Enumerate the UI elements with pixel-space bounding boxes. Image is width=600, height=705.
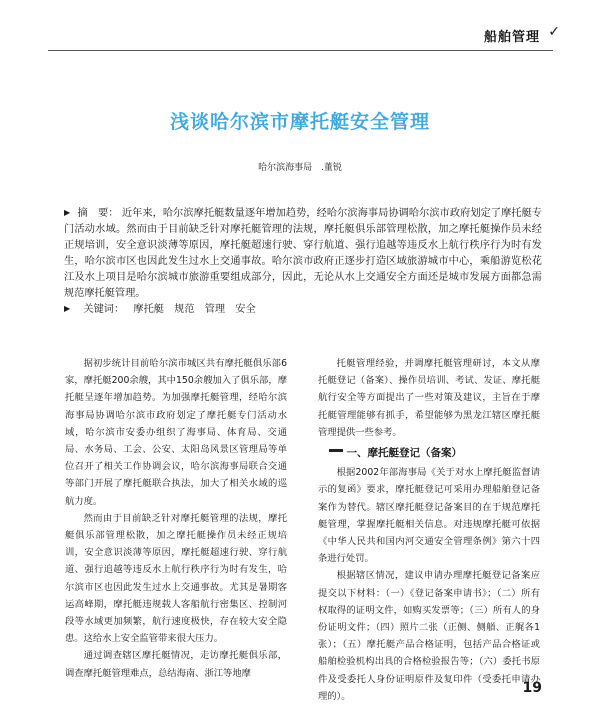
keywords-text: 摩托艇 规范 管理 安全 [133, 304, 256, 315]
abstract [64, 205, 542, 302]
article-title: 浅谈哈尔滨市摩托艇安全管理 [169, 111, 430, 133]
abstract-text: 近年来，哈尔滨摩托艇数量逐年增加趋势，经哈尔滨海事局协调哈尔滨市政府划定了摩托艇专门活动水域。然而由于目前缺乏针对摩托艇管理的法规，摩托艇俱乐部管理松散，加之摩托艇操作员未经正规培训，安全意识淡薄等原因，摩托艇超速行驶、穿行航道、强行追越等违反水上航行秩序行为时有发生，哈尔滨市区也因此发生过水上交通事故。哈尔滨市政府正逐步打造区域旅游城市中心，乘船游览松花江及水上项目是哈尔滨城市旅游重要组成部分，因此，无论从水上交通安全方面还是城市发展方面都急需规范摩托艇管理。 [64, 208, 543, 299]
section-label: 船舶管理 [483, 30, 540, 45]
page-number: 19 [522, 680, 542, 696]
body-paragraph: 根据2002年部海事局《关于对水上摩托艇监督请示的复函》要求，摩托艇登记可采用办理船舶登记备案作为替代。辖区摩托艇登记备案目的在于规范摩托艇管理，掌握摩托艇相关信息。对违规摩托艇可依据《中华人民共和国内河交通安全管理条例》第六十四条进行处罚。 [318, 467, 540, 565]
body-paragraph: 然而由于目前缺乏针对摩托艇管理的法规，摩托艇俱乐部管理松散，加之摩托艇操作员未经正规培训，安全意识淡薄等原因，摩托艇超速行驶、穿行航道、强行追越等违反水上航行秩序行为时有发生，哈尔滨市区也因此发生过水上交通事故。尤其是暑期客运高峰期，摩托艇违规载人客船航行密集区、控制河段等水域更加频繁，航行速度极快，存在较大安全隐患。这给水上安全监管带来很大压力。 [65, 512, 287, 645]
body-paragraph: 据初步统计目前哈尔滨市城区共有摩托艇俱乐部6家，摩托艇200余艘，其中150余艘加入了俱乐部，摩托艇呈逐年增加趋势。为加强摩托艇管理，经哈尔滨海事局协调哈尔滨市政府划定了摩托艇专门活动水域，哈尔滨市安委办组织了海事局、体育局、交通局、水务局、工会、公安、太阳岛风景区管理局等单位召开了相关工作协调会议，哈尔滨海事局联合交通等部门开展了摩托艇联合执法，加大了相关水域的巡航力度。 [65, 358, 287, 507]
right-column [318, 355, 540, 705]
header-rule [48, 50, 553, 51]
article-author: 哈尔滨海事局 .董锐 [258, 163, 342, 173]
abstract-label: 摘 要： [77, 208, 119, 219]
keywords-label: 关键词： [83, 304, 125, 315]
keywords [64, 300, 542, 315]
left-column [65, 355, 287, 682]
section-heading: 一、摩托艇登记（备案） [318, 445, 540, 462]
section-check-icon: ✓ [548, 24, 560, 40]
body-paragraph: 托艇管理经验，并调摩托艇管理研讨，本文从摩托艇登记（备案）、操作员培训、考试、发证、摩托艇航行安全等方面提出了一些对策及建议，主旨在于摩托艇管理能够有抓手，希望能够为黑龙江辖区摩托艇管理提供一些参考。 [318, 358, 540, 438]
triangle-bullet-icon: ▶ [64, 208, 71, 217]
triangle-bullet-icon: ▶ [64, 304, 71, 313]
body-paragraph: 通过调查辖区摩托艇情况，走访摩托艇俱乐部，调查摩托艇管理难点，总结海南、浙江等地摩 [65, 650, 287, 679]
heading-bar [329, 449, 343, 452]
body-paragraph: 根据辖区情况，建议申请办理摩托艇登记备案应提交以下材料：（一）《登记备案申请书》；（二）所有权取得的证明文件，如购买发票等；（三）所有人的身份证明文件；（四）照片二张（正侧、侧艏、正艉各1张）；（五）摩托艇产品合格证明，包括产品合格证或船舶检验机构出具的合格检验报告等；（六）委托书原件及受委托人身份证明原件及复印件（受委托申请办理的）。 [318, 570, 540, 702]
